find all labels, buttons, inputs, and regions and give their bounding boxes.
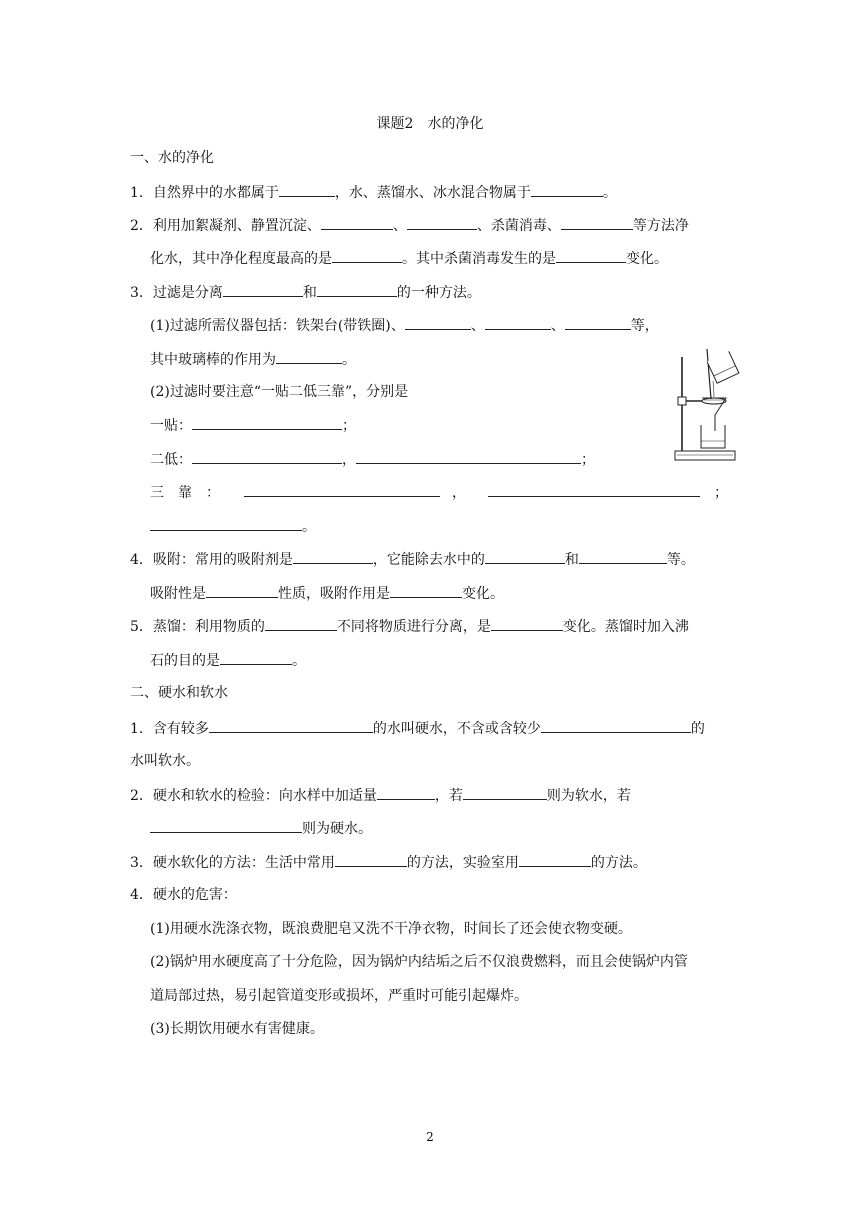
q1-2: 2．利用加絮凝剂、静置沉淀、 、 、杀菌消毒、 等方法净 bbox=[130, 215, 689, 236]
blank[interactable] bbox=[209, 718, 373, 733]
q1-4: 4．吸附：常用的吸附剂是 ，它能除去水中的 和 等。 bbox=[130, 549, 695, 570]
q2-4-p3: (3)长期饮用硬水有害健康。 bbox=[150, 1021, 324, 1037]
q2-2: 2．硬水和软水的检验：向水样中加适量 ，若 则为软水，若 bbox=[130, 785, 631, 806]
blank[interactable] bbox=[276, 349, 342, 364]
blank[interactable] bbox=[223, 282, 303, 297]
blank[interactable] bbox=[485, 549, 565, 564]
blank[interactable] bbox=[150, 818, 302, 833]
section-heading-2: 二、硬水和软水 bbox=[130, 685, 228, 701]
blank[interactable] bbox=[531, 182, 603, 197]
blank[interactable] bbox=[150, 516, 302, 531]
q2-4-p1: (1)用硬水洗涤衣物，既浪费肥皂又洗不干净衣物，时间长了还会使衣物变硬。 bbox=[150, 921, 632, 937]
blank[interactable] bbox=[390, 583, 462, 598]
filtration-apparatus-icon bbox=[668, 345, 740, 467]
q1-2-cont: 化水，其中净化程度最高的是 。其中杀菌消毒发生的是 变化。 bbox=[150, 248, 668, 269]
blank[interactable] bbox=[317, 282, 397, 297]
blank[interactable] bbox=[407, 215, 477, 230]
blank[interactable] bbox=[485, 315, 551, 330]
blank[interactable] bbox=[556, 248, 626, 263]
q2-3: 3．硬水软化的方法：生活中常用 的方法，实验室用 的方法。 bbox=[130, 852, 647, 873]
page-title: 课题2 水的净化 bbox=[376, 116, 484, 132]
q1-3-kao-cont: 。 bbox=[150, 516, 316, 537]
blank[interactable] bbox=[332, 248, 402, 263]
q2-4-p2-cont: 道局部过热，易引起管道变形或损坏，严重时可能引起爆炸。 bbox=[150, 988, 528, 1004]
blank[interactable] bbox=[519, 852, 591, 867]
blank[interactable] bbox=[279, 182, 335, 197]
blank[interactable] bbox=[356, 449, 581, 464]
q1-3-kao: 三 靠 ： ， ； bbox=[150, 482, 730, 503]
blank[interactable] bbox=[321, 215, 393, 230]
blank[interactable] bbox=[561, 215, 633, 230]
q1-4-cont: 吸附性是 性质，吸附作用是 变化。 bbox=[150, 583, 504, 604]
blank[interactable] bbox=[265, 616, 337, 631]
blank[interactable] bbox=[405, 315, 471, 330]
q1-5-cont: 石的目的是 。 bbox=[150, 650, 306, 671]
blank[interactable] bbox=[220, 650, 292, 665]
blank[interactable] bbox=[488, 482, 700, 497]
q1-3-p1-cont: 其中玻璃棒的作用为 。 bbox=[150, 349, 356, 370]
blank[interactable] bbox=[192, 415, 342, 430]
blank[interactable] bbox=[377, 785, 435, 800]
blank[interactable] bbox=[244, 482, 440, 497]
q1-1: 1．自然界中的水都属于 ，水、蒸馏水、冰水混合物属于 。 bbox=[130, 182, 617, 203]
blank[interactable] bbox=[541, 718, 691, 733]
blank[interactable] bbox=[565, 315, 631, 330]
blank[interactable] bbox=[463, 785, 547, 800]
q1-5: 5．蒸馏：利用物质的 不同将物质进行分离，是 变化。蒸馏时加入沸 bbox=[130, 616, 689, 637]
blank[interactable] bbox=[206, 583, 278, 598]
q1-3-p1: (1)过滤所需仪器包括：铁架台(带铁圈)、 、 、 等， bbox=[150, 315, 659, 336]
q1-3-tie: 一贴： ； bbox=[150, 415, 356, 436]
q1-3-di: 二低： ， ； bbox=[150, 449, 595, 470]
q2-2-cont: 则为硬水。 bbox=[150, 818, 372, 839]
page-number: 2 bbox=[426, 1130, 434, 1144]
blank[interactable] bbox=[192, 449, 342, 464]
q1-3: 3．过滤是分离 和 的一种方法。 bbox=[130, 282, 481, 303]
q2-4-p2: (2)锅炉用水硬度高了十分危险，因为锅炉内结垢之后不仅浪费燃料，而且会使锅炉内管 bbox=[150, 954, 688, 970]
section-heading-1: 一、水的净化 bbox=[130, 150, 214, 166]
blank[interactable] bbox=[491, 616, 563, 631]
blank[interactable] bbox=[335, 852, 407, 867]
blank[interactable] bbox=[293, 549, 373, 564]
q1-3-p2: (2)过滤时要注意“一贴二低三靠”，分别是 bbox=[150, 384, 409, 400]
q2-1: 1．含有较多 的水叫硬水，不含或含较少 的 bbox=[130, 718, 705, 739]
q2-4: 4．硬水的危害： bbox=[130, 887, 237, 903]
blank[interactable] bbox=[579, 549, 667, 564]
q2-1-cont: 水叫软水。 bbox=[130, 753, 200, 769]
